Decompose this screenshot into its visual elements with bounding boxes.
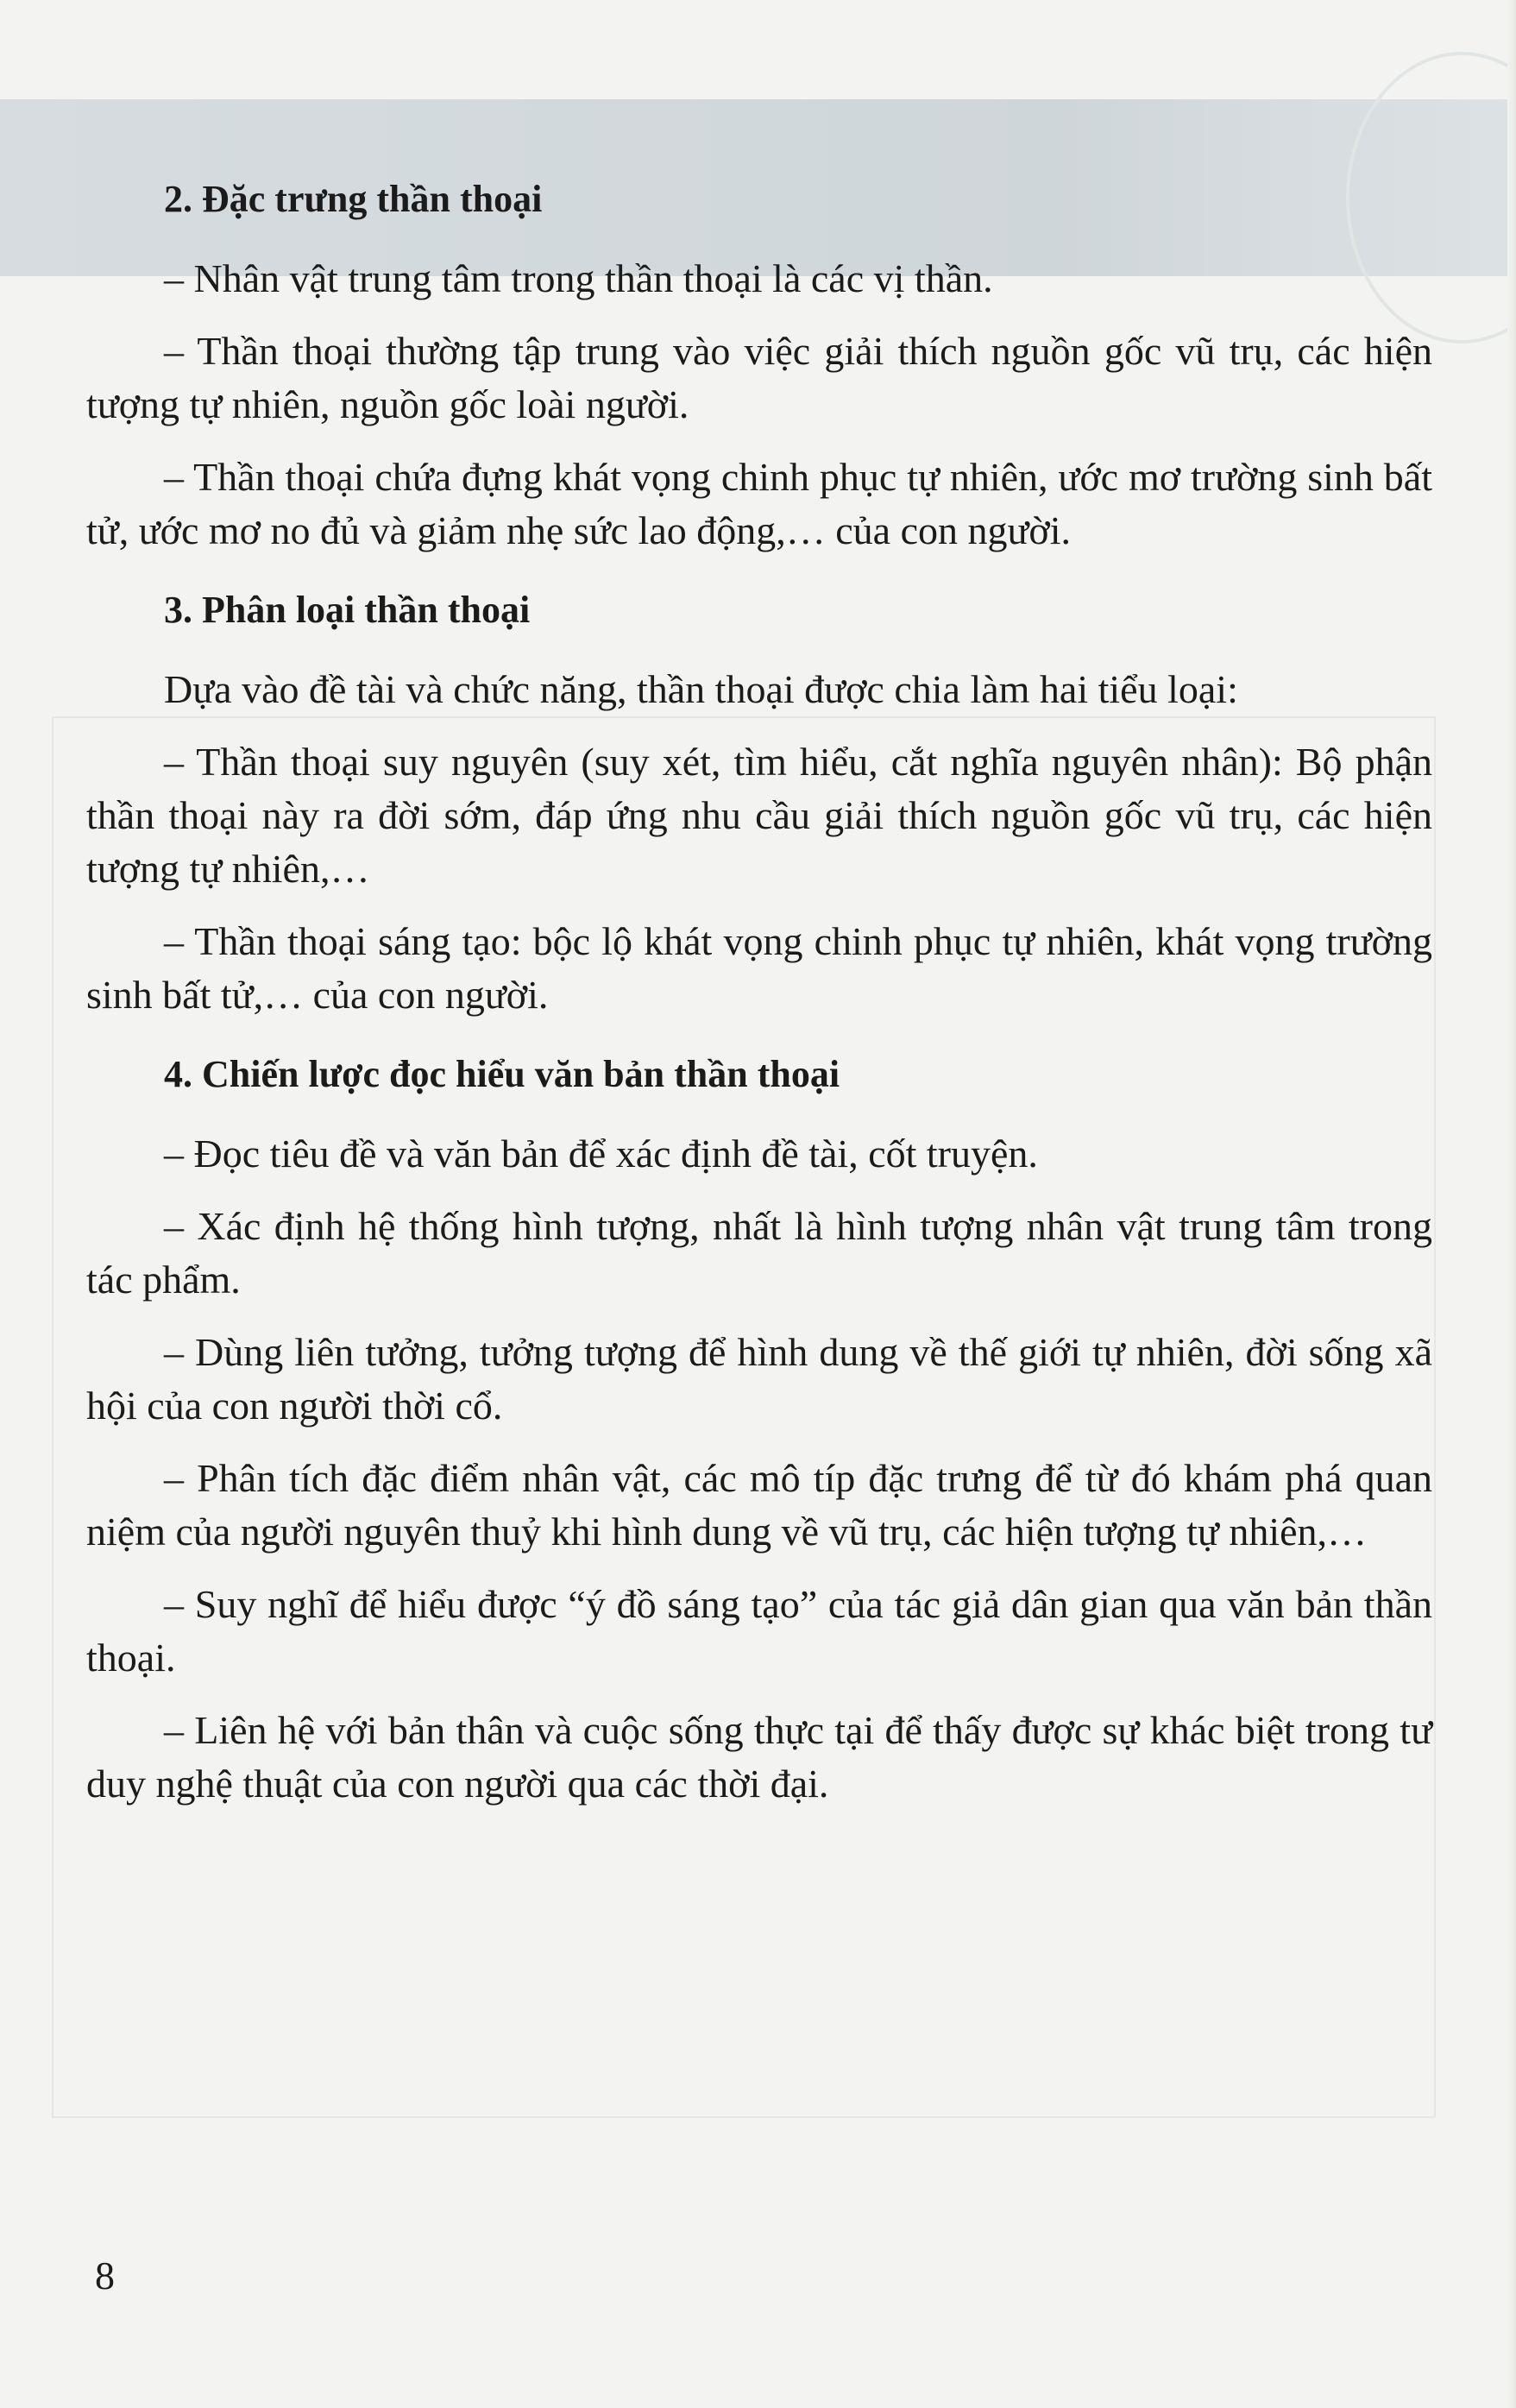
paragraph: – Dùng liên tưởng, tưởng tượng để hình dung về thế giới tự nhiên, đời sống xã hội của con người thời cổ.	[86, 1330, 1432, 1428]
page-number: 8	[95, 2254, 115, 2298]
paragraph: – Phân tích đặc điểm nhân vật, các mô típ đặc trưng để từ đó khám phá quan niệm của người nguyên thuỷ khi hình dung về vũ trụ, các hiện tượng tự nhiên,…	[86, 1456, 1432, 1554]
paragraph: – Thần thoại thường tập trung vào việc giải thích nguồn gốc vũ trụ, các hiện tượng tự nhiên, nguồn gốc loài người.	[86, 329, 1432, 426]
paragraph: – Nhân vật trung tâm trong thần thoại là các vị thần.	[164, 256, 993, 300]
paragraph: – Đọc tiêu đề và văn bản để xác định đề tài, cốt truyện.	[164, 1132, 1038, 1176]
page-body	[86, 173, 1432, 1830]
section-heading-3: 3. Phân loại thần thoại	[164, 589, 531, 631]
section-heading-4: 4. Chiến lược đọc hiểu văn bản thần thoại	[164, 1053, 840, 1095]
paragraph: – Liên hệ với bản thân và cuộc sống thực tại để thấy được sự khác biệt trong tư duy nghệ thuật của con người qua các thời đại.	[86, 1708, 1432, 1806]
paragraph: – Suy nghĩ để hiểu được “ý đồ sáng tạo” của tác giả dân gian qua văn bản thần thoại.	[86, 1582, 1432, 1680]
section-heading-2: 2. Đặc trưng thần thoại	[164, 178, 543, 220]
paragraph: – Thần thoại sáng tạo: bộc lộ khát vọng chinh phục tự nhiên, khát vọng trường sinh bất tử,… của con người.	[86, 919, 1432, 1017]
paragraph: – Xác định hệ thống hình tượng, nhất là hình tượng nhân vật trung tâm trong tác phẩm.	[86, 1204, 1432, 1302]
paragraph: – Thần thoại suy nguyên (suy xét, tìm hiểu, cắt nghĩa nguyên nhân): Bộ phận thần thoại này ra đời sớm, đáp ứng nhu cầu giải thích nguồn gốc vũ trụ, các hiện tượng tự nhiên,…	[86, 740, 1432, 891]
paragraph: – Thần thoại chứa đựng khát vọng chinh phục tự nhiên, ước mơ trường sinh bất tử, ước mơ no đủ và giảm nhẹ sức lao động,… của con người.	[86, 455, 1432, 552]
paragraph: Dựa vào đề tài và chức năng, thần thoại được chia làm hai tiểu loại:	[164, 667, 1238, 711]
page-edge	[1507, 0, 1516, 2408]
